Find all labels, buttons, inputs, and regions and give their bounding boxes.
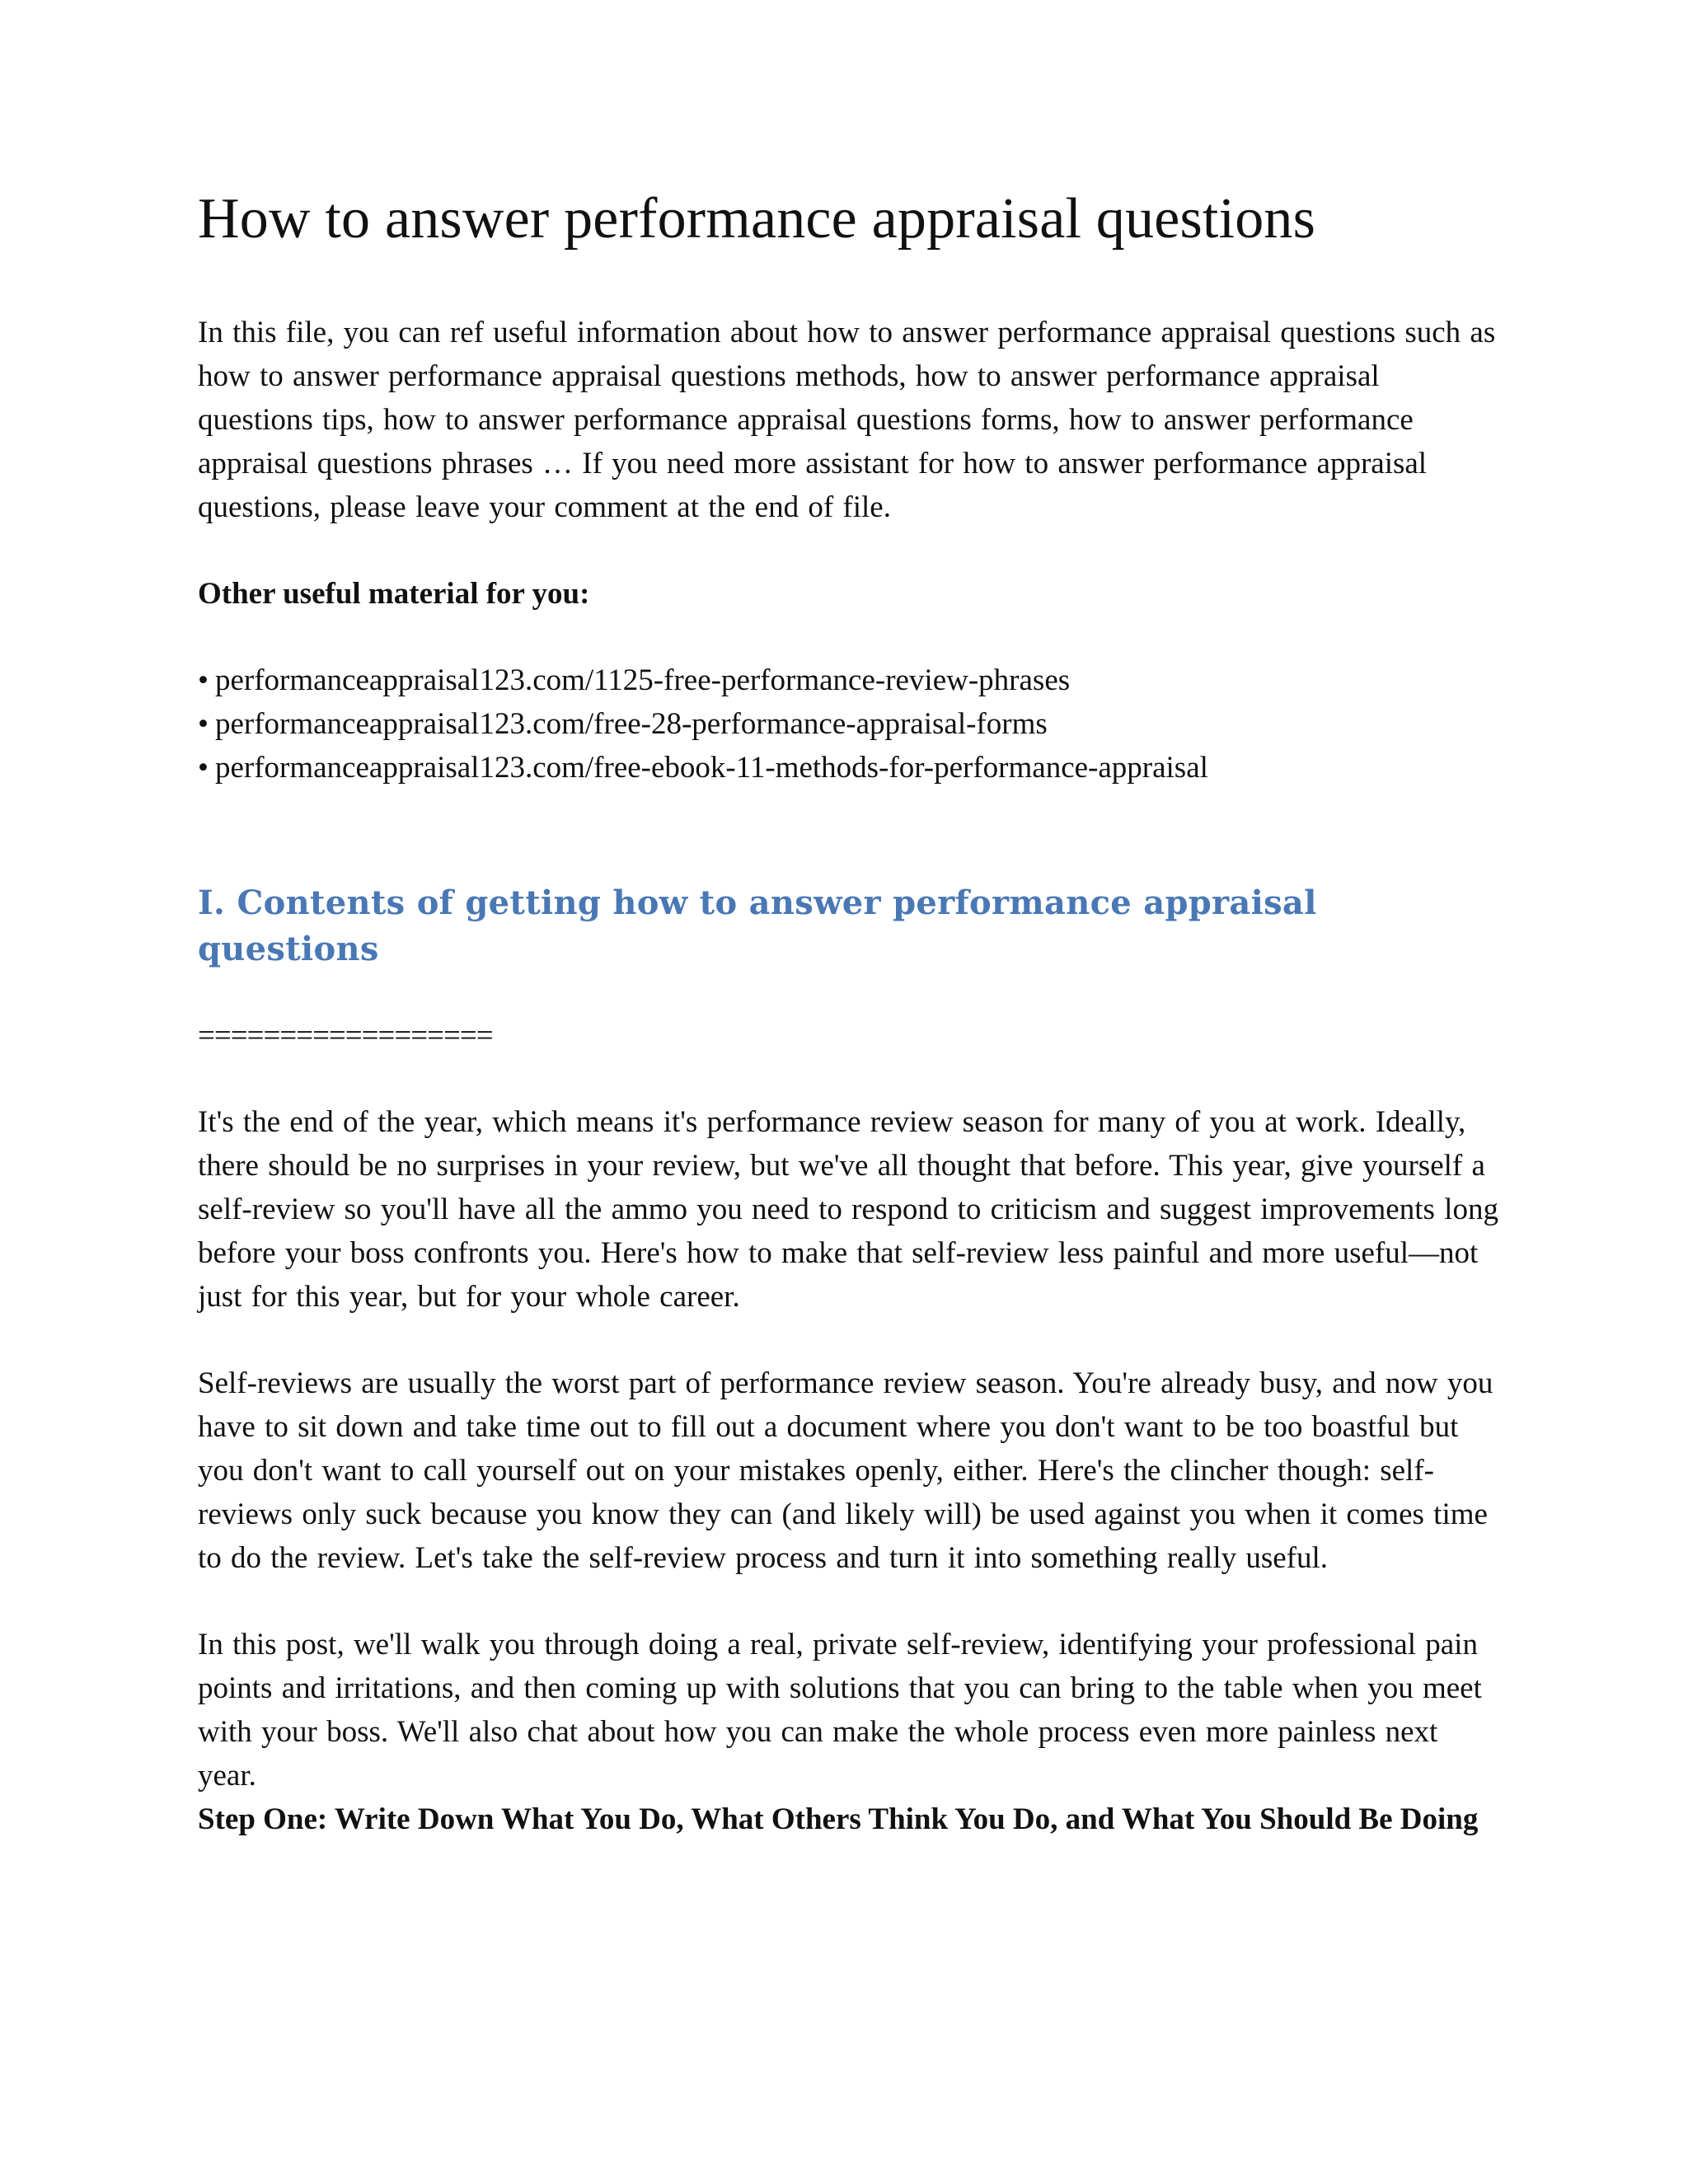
useful-links-list (198, 658, 1500, 790)
list-item (198, 658, 1500, 702)
document-content (198, 186, 1500, 1841)
link-ebook-methods[interactable]: performanceappraisal123.com/free-ebook-11-methods-for-performance-appraisal (214, 750, 1208, 785)
link-appraisal-forms[interactable]: performanceappraisal123.com/free-28-performance-appraisal-forms (214, 706, 1048, 741)
bullet-icon: • (198, 750, 209, 785)
body-paragraph-3: In this post, we'll walk you through doing a real, private self-review, identifying your professional pain points and irritations, and then coming up with solutions that you can bring to the table when you meet with your boss. We'll also chat about how you can make the whole process even more painless next year. (198, 1627, 1482, 1793)
list-item (198, 746, 1500, 790)
link-review-phrases[interactable]: performanceappraisal123.com/1125-free-performance-review-phrases (214, 663, 1071, 697)
list-item (198, 702, 1500, 746)
intro-paragraph: In this file, you can ref useful information about how to answer performance appraisal questions such as how to answer performance appraisal questions methods, how to answer performance appraisal questions tips, how to answer performance appraisal questions forms, how to answer performance appraisal questions phrases … If you need more assistant for how to answer performance appraisal questions, please leave your comment at the end of file. (198, 315, 1496, 524)
section-heading: I. Contents of getting how to answer performance appraisal questions (198, 883, 1317, 968)
body-paragraph-2: Self-reviews are usually the worst part of performance review season. You're already busy, and now you have to sit down and take time out to fill out a document where you don't want to be too boastful but you don't want to call yourself out on your mistakes openly, either. Here's the clincher though: self-reviews only suck because you know they can (and likely will) be used against you when it comes time to do the review. Let's take the self-review process and turn it into something really useful. (198, 1366, 1493, 1575)
bullet-icon: • (198, 706, 209, 741)
body-paragraph-1: It's the end of the year, which means it's performance review season for many of you at work. Ideally, there should be no surprises in your review, but we've all thought that before. This year, give yourself a self-review so you'll have all the ammo you need to respond to criticism and suggest improvements long before your boss confronts you. Here's how to make that self-review less painful and more useful—not just for this year, but for your whole career. (198, 1104, 1498, 1314)
other-material-label: Other useful material for you: (198, 576, 590, 611)
document-title: How to answer performance appraisal questions (198, 187, 1316, 251)
bullet-icon: • (198, 663, 209, 697)
separator-line: ================== (198, 1018, 493, 1052)
step-one-heading: Step One: Write Down What You Do, What Others Think You Do, and What You Should Be Doing (198, 1802, 1479, 1836)
